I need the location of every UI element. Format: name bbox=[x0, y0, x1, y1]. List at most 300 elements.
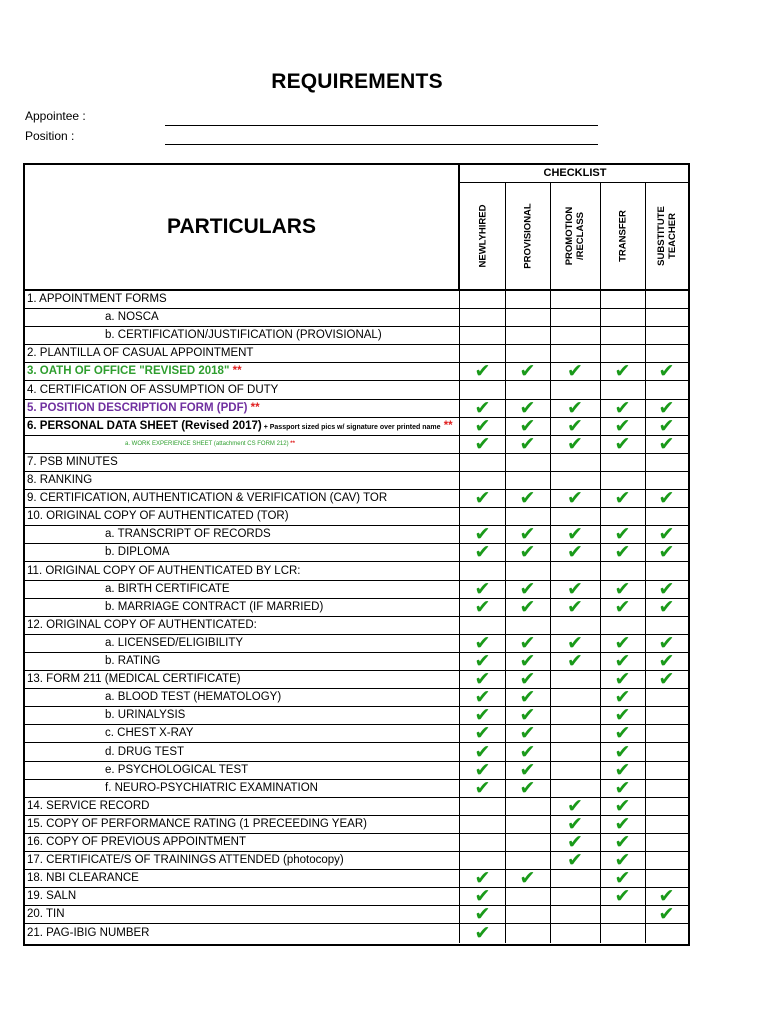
checklist-cell[interactable] bbox=[460, 291, 505, 308]
table-row bbox=[25, 794, 688, 817]
row-label-text: 7. PSB MINUTES bbox=[27, 455, 118, 468]
checkmark-icon: ✔ bbox=[614, 867, 631, 890]
checkmark-icon: ✔ bbox=[474, 360, 491, 383]
row-label-text: 13. FORM 211 (MEDICAL CERTIFICATE) bbox=[27, 673, 241, 686]
checklist-cell[interactable] bbox=[600, 595, 645, 618]
checkmark-icon: ✔ bbox=[519, 523, 536, 546]
checklist-cell[interactable] bbox=[505, 834, 550, 851]
row-label bbox=[27, 870, 139, 887]
checkmark-icon: ✔ bbox=[614, 595, 631, 618]
checkmark-icon: ✔ bbox=[567, 487, 583, 510]
checkmark-icon: ✔ bbox=[474, 523, 491, 546]
checkmark-icon: ✔ bbox=[614, 541, 631, 564]
checklist-cell[interactable] bbox=[600, 906, 645, 923]
checkmark-icon: ✔ bbox=[567, 831, 583, 853]
checkmark-icon: ✔ bbox=[614, 668, 631, 691]
table-row bbox=[25, 885, 688, 908]
checklist-cell[interactable] bbox=[645, 903, 688, 926]
checkmark-icon: ✔ bbox=[614, 831, 631, 853]
column-header bbox=[645, 183, 688, 291]
row-label bbox=[27, 888, 76, 905]
checklist-cell[interactable] bbox=[505, 541, 550, 564]
checklist-cell[interactable] bbox=[550, 707, 600, 724]
checkmark-icon: ✔ bbox=[614, 885, 631, 908]
checklist-cell[interactable] bbox=[645, 762, 688, 779]
checklist-cell[interactable] bbox=[600, 291, 645, 308]
checklist-cell[interactable] bbox=[550, 744, 600, 761]
checkmark-icon: ✔ bbox=[658, 432, 675, 455]
checklist-cell[interactable] bbox=[550, 725, 600, 742]
checklist-cell[interactable] bbox=[505, 888, 550, 905]
table-row bbox=[25, 722, 688, 745]
checklist-cell[interactable] bbox=[645, 541, 688, 564]
table-row bbox=[25, 472, 688, 490]
checkmark-icon: ✔ bbox=[567, 396, 583, 419]
checkmark-icon: ✔ bbox=[474, 668, 491, 691]
checkmark-icon: ✔ bbox=[658, 523, 675, 546]
required-marker: ** bbox=[440, 419, 453, 432]
checklist-cell[interactable] bbox=[550, 906, 600, 923]
table-row bbox=[25, 327, 688, 345]
table-row bbox=[25, 812, 688, 835]
checkmark-icon: ✔ bbox=[567, 414, 583, 437]
row-label bbox=[27, 671, 241, 688]
checklist-cell[interactable] bbox=[645, 327, 688, 344]
row-label bbox=[105, 327, 382, 344]
checkmark-icon: ✔ bbox=[567, 360, 583, 383]
row-label bbox=[27, 906, 65, 923]
checkmark-icon: ✔ bbox=[519, 541, 536, 564]
table-row bbox=[25, 345, 688, 363]
row-label bbox=[27, 382, 278, 399]
appointee-label: Appointee : bbox=[25, 109, 86, 123]
table-row bbox=[25, 291, 688, 309]
checkmark-icon: ✔ bbox=[658, 577, 675, 600]
row-label-text: 15. COPY OF PERFORMANCE RATING (1 PRECEEDING YEAR) bbox=[27, 817, 367, 830]
checklist-cell[interactable] bbox=[505, 816, 550, 833]
table-row bbox=[25, 432, 688, 455]
table-row bbox=[25, 650, 688, 672]
checkmark-icon: ✔ bbox=[658, 631, 675, 654]
row-label-text: 12. ORIGINAL COPY OF AUTHENTICATED: bbox=[27, 618, 257, 631]
checklist-cell[interactable] bbox=[600, 360, 645, 383]
checkmark-icon: ✔ bbox=[658, 650, 675, 672]
column-header-label: NEWLYHIRED bbox=[477, 204, 488, 268]
checkmark-icon: ✔ bbox=[614, 740, 631, 763]
row-note: + Passport sized pics w/ signature over printed name bbox=[261, 423, 441, 431]
checklist-cell[interactable] bbox=[600, 327, 645, 344]
checkmark-icon: ✔ bbox=[474, 722, 491, 745]
checkmark-icon: ✔ bbox=[658, 360, 675, 383]
row-label-text: 10. ORIGINAL COPY OF AUTHENTICATED (TOR) bbox=[27, 510, 289, 523]
checkmark-icon: ✔ bbox=[519, 758, 536, 781]
row-label bbox=[27, 925, 149, 942]
checkmark-icon: ✔ bbox=[474, 541, 491, 564]
checklist-cell[interactable] bbox=[460, 798, 505, 815]
checklist-cell[interactable] bbox=[645, 780, 688, 797]
checkmark-icon: ✔ bbox=[519, 867, 536, 890]
row-label bbox=[27, 291, 167, 308]
checkmark-icon: ✔ bbox=[567, 577, 583, 600]
row-label bbox=[105, 725, 193, 742]
row-label-text: 9. CERTIFICATION, AUTHENTICATION & VERIFICATION (CAV) TOR bbox=[27, 492, 388, 505]
table-row bbox=[25, 867, 688, 890]
checklist-cell[interactable] bbox=[505, 487, 550, 510]
column-header bbox=[505, 183, 550, 291]
checkmark-icon: ✔ bbox=[474, 396, 491, 419]
checkmark-icon: ✔ bbox=[614, 776, 631, 799]
row-label-text: 21. PAG-IBIG NUMBER bbox=[27, 926, 150, 939]
checklist-cell[interactable] bbox=[460, 432, 505, 455]
checklist-cell[interactable] bbox=[505, 906, 550, 923]
checkmark-icon: ✔ bbox=[567, 794, 583, 817]
column-header bbox=[550, 183, 600, 291]
checklist-cell[interactable] bbox=[460, 327, 505, 344]
table-row bbox=[25, 309, 688, 327]
checkmark-icon: ✔ bbox=[614, 631, 631, 654]
row-label-text: d. DRUG TEST bbox=[105, 745, 185, 758]
row-label-text: 5. POSITION DESCRIPTION FORM (PDF) bbox=[27, 401, 248, 414]
required-marker: ** bbox=[288, 440, 295, 447]
row-label bbox=[27, 617, 257, 634]
row-label-text: a. BLOOD TEST (HEMATOLOGY) bbox=[105, 691, 282, 704]
row-label-text: 1. APPOINTMENT FORMS bbox=[27, 293, 167, 305]
checklist-cell[interactable] bbox=[550, 650, 600, 672]
checkmark-icon: ✔ bbox=[567, 432, 583, 455]
checklist-cell[interactable] bbox=[550, 595, 600, 618]
row-label-text: 6. PERSONAL DATA SHEET (Revised 2017) bbox=[27, 419, 262, 432]
row-label-text: 4. CERTIFICATION OF ASSUMPTION OF DUTY bbox=[27, 383, 279, 396]
checklist-cell[interactable] bbox=[550, 291, 600, 308]
checklist-cell[interactable] bbox=[550, 925, 600, 942]
checklist-cell[interactable] bbox=[645, 689, 688, 706]
checkmark-icon: ✔ bbox=[567, 849, 583, 872]
row-label-text: b. RATING bbox=[105, 655, 161, 667]
checkmark-icon: ✔ bbox=[614, 650, 631, 672]
checkmark-icon: ✔ bbox=[474, 867, 491, 890]
table-row bbox=[25, 487, 688, 510]
row-label-text: 18. NBI CLEARANCE bbox=[27, 872, 139, 885]
row-label-text: 2. PLANTILLA OF CASUAL APPOINTMENT bbox=[27, 347, 254, 360]
table-row bbox=[25, 523, 688, 546]
checklist-cell[interactable] bbox=[600, 487, 645, 510]
row-label bbox=[27, 798, 150, 815]
checklist-cell[interactable] bbox=[645, 432, 688, 455]
checklist-cell[interactable] bbox=[600, 454, 645, 471]
row-label-text: 3. OATH OF OFFICE "REVISED 2018" bbox=[27, 365, 230, 378]
checklist-cell[interactable] bbox=[550, 487, 600, 510]
checkmark-icon: ✔ bbox=[658, 414, 675, 437]
checklist-cell[interactable] bbox=[505, 309, 550, 326]
checklist-cell[interactable] bbox=[460, 487, 505, 510]
checklist-cell[interactable] bbox=[550, 870, 600, 887]
checkmark-icon: ✔ bbox=[519, 740, 536, 763]
row-label-text: e. PSYCHOLOGICAL TEST bbox=[105, 763, 249, 776]
page-title: REQUIREMENTS bbox=[271, 70, 443, 93]
checklist-cell[interactable] bbox=[550, 689, 600, 706]
checkmark-icon: ✔ bbox=[474, 650, 491, 672]
row-label bbox=[27, 816, 367, 833]
row-label bbox=[27, 418, 453, 435]
checkmark-icon: ✔ bbox=[614, 812, 631, 835]
table-row bbox=[25, 396, 688, 419]
column-header-label: SUBSTITUTE TEACHER bbox=[655, 206, 678, 266]
checklist-cell[interactable] bbox=[460, 776, 505, 799]
column-divider bbox=[645, 183, 646, 943]
row-label bbox=[27, 363, 242, 380]
table-row bbox=[25, 382, 688, 400]
checklist-cell[interactable] bbox=[645, 360, 688, 383]
checkmark-icon: ✔ bbox=[614, 396, 631, 419]
checkmark-icon: ✔ bbox=[474, 704, 491, 727]
row-label-text: a. TRANSCRIPT OF RECORDS bbox=[105, 528, 271, 541]
table-row bbox=[25, 921, 688, 944]
row-label bbox=[27, 852, 344, 869]
row-label bbox=[27, 400, 260, 417]
checkmark-icon: ✔ bbox=[474, 595, 491, 618]
table-row bbox=[25, 686, 688, 709]
checkmark-icon: ✔ bbox=[519, 650, 536, 672]
row-label bbox=[27, 454, 118, 471]
checklist-cell[interactable] bbox=[645, 707, 688, 724]
row-label bbox=[125, 436, 295, 453]
row-label-text: 17. CERTIFICATE/S OF TRAININGS ATTENDED (photocopy) bbox=[27, 854, 344, 867]
column-header-label: PROMOTION /RECLASS bbox=[564, 206, 586, 266]
row-label-text: a. NOSCA bbox=[105, 311, 159, 324]
checklist-cell[interactable] bbox=[460, 360, 505, 383]
column-divider bbox=[550, 183, 551, 943]
checkmark-icon: ✔ bbox=[567, 631, 583, 654]
column-header bbox=[600, 183, 645, 291]
checkmark-icon: ✔ bbox=[519, 776, 536, 799]
row-label bbox=[105, 744, 184, 761]
checkmark-icon: ✔ bbox=[474, 686, 491, 709]
checklist-cell[interactable] bbox=[600, 925, 645, 942]
checkmark-icon: ✔ bbox=[614, 577, 631, 600]
checklist-cell[interactable] bbox=[645, 834, 688, 851]
checklist-cell[interactable] bbox=[505, 291, 550, 308]
checkmark-icon: ✔ bbox=[614, 704, 631, 727]
row-label bbox=[105, 689, 281, 706]
table-row bbox=[25, 454, 688, 472]
checklist-cell[interactable] bbox=[600, 541, 645, 564]
table-row bbox=[25, 758, 688, 781]
checklist-cell[interactable] bbox=[550, 762, 600, 779]
checkmark-icon: ✔ bbox=[474, 631, 491, 654]
requirements-table bbox=[23, 163, 690, 946]
checklist-cell[interactable] bbox=[505, 798, 550, 815]
checkmark-icon: ✔ bbox=[519, 704, 536, 727]
table-row bbox=[25, 617, 688, 635]
row-label bbox=[27, 345, 253, 362]
checklist-cell[interactable] bbox=[505, 432, 550, 455]
checklist-header: CHECKLIST bbox=[460, 165, 690, 183]
checkmark-icon: ✔ bbox=[474, 414, 491, 437]
checkmark-icon: ✔ bbox=[614, 414, 631, 437]
table-row bbox=[25, 668, 688, 691]
checkmark-icon: ✔ bbox=[614, 432, 631, 455]
checklist-cell[interactable] bbox=[645, 487, 688, 510]
table-row bbox=[25, 577, 688, 600]
checklist-cell[interactable] bbox=[645, 309, 688, 326]
checkmark-icon: ✔ bbox=[519, 577, 536, 600]
row-label bbox=[27, 508, 289, 525]
checkmark-icon: ✔ bbox=[567, 812, 583, 835]
checkmark-icon: ✔ bbox=[614, 686, 631, 709]
checkmark-icon: ✔ bbox=[519, 432, 536, 455]
row-label bbox=[105, 544, 170, 561]
row-label bbox=[27, 490, 387, 507]
row-label-text: f. NEURO-PSYCHIATRIC EXAMINATION bbox=[105, 781, 318, 794]
checkmark-icon: ✔ bbox=[519, 722, 536, 745]
table-row bbox=[25, 704, 688, 727]
checklist-cell[interactable] bbox=[550, 454, 600, 471]
table-row bbox=[25, 414, 688, 437]
row-label bbox=[27, 472, 92, 489]
checklist-cell[interactable] bbox=[550, 309, 600, 326]
table-row bbox=[25, 903, 688, 926]
checkmark-icon: ✔ bbox=[658, 541, 675, 564]
checklist-cell[interactable] bbox=[645, 595, 688, 618]
checklist-cell[interactable] bbox=[505, 327, 550, 344]
table-row bbox=[25, 360, 688, 383]
checklist-cell[interactable] bbox=[460, 816, 505, 833]
checklist-cell[interactable] bbox=[600, 885, 645, 908]
particulars-header: PARTICULARS bbox=[25, 165, 460, 291]
checkmark-icon: ✔ bbox=[658, 903, 675, 926]
row-label bbox=[105, 526, 271, 543]
table-row bbox=[25, 776, 688, 799]
checkmark-icon: ✔ bbox=[519, 414, 536, 437]
table-row bbox=[25, 631, 688, 654]
checkmark-icon: ✔ bbox=[567, 523, 583, 546]
row-label-text: b. CERTIFICATION/JUSTIFICATION (PROVISIONAL) bbox=[105, 329, 382, 342]
row-label-text: a. WORK EXPERIENCE SHEET (attachment CS FORM 212) bbox=[125, 440, 289, 447]
checkmark-icon: ✔ bbox=[658, 595, 675, 618]
table-row bbox=[25, 849, 688, 872]
checklist-cell[interactable] bbox=[505, 867, 550, 890]
row-label-text: 19. SALN bbox=[27, 890, 77, 903]
checkmark-icon: ✔ bbox=[567, 650, 583, 672]
checklist-cell[interactable] bbox=[645, 925, 688, 942]
checklist-cell[interactable] bbox=[645, 725, 688, 742]
column-divider bbox=[505, 183, 506, 943]
particulars-divider bbox=[459, 291, 460, 943]
checklist-cell[interactable] bbox=[550, 360, 600, 383]
checkmark-icon: ✔ bbox=[567, 595, 583, 618]
checkmark-icon: ✔ bbox=[614, 523, 631, 546]
checkmark-icon: ✔ bbox=[614, 722, 631, 745]
checkmark-icon: ✔ bbox=[519, 668, 536, 691]
row-label bbox=[105, 581, 230, 598]
checklist-cell[interactable] bbox=[600, 309, 645, 326]
checkmark-icon: ✔ bbox=[474, 432, 491, 455]
checklist-cell[interactable] bbox=[645, 816, 688, 833]
row-label-text: a. LICENSED/ELIGIBILITY bbox=[105, 636, 244, 649]
checkmark-icon: ✔ bbox=[519, 595, 536, 618]
checklist-cell[interactable] bbox=[505, 925, 550, 942]
row-label bbox=[105, 653, 160, 670]
appointee-field[interactable] bbox=[165, 125, 598, 126]
checkmark-icon: ✔ bbox=[614, 849, 631, 872]
checklist-cell[interactable] bbox=[550, 541, 600, 564]
checkmark-icon: ✔ bbox=[474, 487, 491, 510]
row-label bbox=[105, 599, 323, 616]
checklist-cell[interactable] bbox=[460, 595, 505, 618]
checkmark-icon: ✔ bbox=[614, 794, 631, 817]
table-row bbox=[25, 740, 688, 763]
checklist-cell[interactable] bbox=[505, 776, 550, 799]
checkmark-icon: ✔ bbox=[567, 541, 583, 564]
row-label-text: 20. TIN bbox=[27, 908, 65, 921]
position-field[interactable] bbox=[165, 144, 598, 145]
row-label-text: 16. COPY OF PREVIOUS APPOINTMENT bbox=[27, 836, 246, 848]
table-row bbox=[25, 595, 688, 618]
column-header bbox=[460, 183, 505, 291]
checkmark-icon: ✔ bbox=[474, 758, 491, 781]
row-label-text: b. URINALYSIS bbox=[105, 709, 186, 722]
checkmark-icon: ✔ bbox=[519, 686, 536, 709]
table-row bbox=[25, 541, 688, 564]
checklist-cell[interactable] bbox=[645, 668, 688, 691]
position-label: Position : bbox=[25, 129, 75, 143]
checklist-cell[interactable] bbox=[550, 671, 600, 688]
checkmark-icon: ✔ bbox=[474, 740, 491, 763]
checkmark-icon: ✔ bbox=[614, 360, 631, 383]
checklist-cell[interactable] bbox=[645, 454, 688, 471]
row-label bbox=[105, 780, 318, 797]
checklist-cell[interactable] bbox=[460, 541, 505, 564]
checklist-cell[interactable] bbox=[550, 432, 600, 455]
checkmark-icon: ✔ bbox=[658, 668, 675, 691]
row-label-text: c. CHEST X-RAY bbox=[105, 727, 194, 740]
row-label bbox=[105, 309, 159, 326]
checklist-cell[interactable] bbox=[550, 849, 600, 872]
checklist-cell[interactable] bbox=[505, 360, 550, 383]
checklist-cell[interactable] bbox=[645, 798, 688, 815]
checklist-cell[interactable] bbox=[460, 454, 505, 471]
checkmark-icon: ✔ bbox=[474, 577, 491, 600]
checkmark-icon: ✔ bbox=[614, 758, 631, 781]
checklist-cell[interactable] bbox=[645, 744, 688, 761]
row-label bbox=[105, 707, 185, 724]
checkmark-icon: ✔ bbox=[614, 487, 631, 510]
row-label-text: b. MARRIAGE CONTRACT (IF MARRIED) bbox=[105, 600, 324, 613]
checklist-cell[interactable] bbox=[550, 327, 600, 344]
checklist-cell[interactable] bbox=[505, 454, 550, 471]
row-label bbox=[105, 762, 248, 779]
checklist-cell[interactable] bbox=[505, 595, 550, 618]
checklist-cell[interactable] bbox=[645, 291, 688, 308]
checklist-cell[interactable] bbox=[460, 834, 505, 851]
checklist-cell[interactable] bbox=[645, 852, 688, 869]
row-label-text: 11. ORIGINAL COPY OF AUTHENTICATED BY LCR: bbox=[27, 564, 301, 577]
checkmark-icon: ✔ bbox=[474, 885, 491, 908]
row-label-text: a. BIRTH CERTIFICATE bbox=[105, 582, 230, 595]
required-marker: ** bbox=[229, 365, 242, 378]
checkmark-icon: ✔ bbox=[658, 885, 675, 908]
checklist-cell[interactable] bbox=[460, 309, 505, 326]
column-header-label: TRANSFER bbox=[617, 210, 628, 262]
checklist-cell[interactable] bbox=[460, 921, 505, 944]
checkmark-icon: ✔ bbox=[519, 631, 536, 654]
checkmark-icon: ✔ bbox=[474, 921, 491, 944]
row-label bbox=[105, 635, 243, 652]
checklist-cell[interactable] bbox=[550, 888, 600, 905]
checklist-cell[interactable] bbox=[600, 432, 645, 455]
checkmark-icon: ✔ bbox=[519, 360, 536, 383]
row-label-text: 8. RANKING bbox=[27, 474, 93, 486]
